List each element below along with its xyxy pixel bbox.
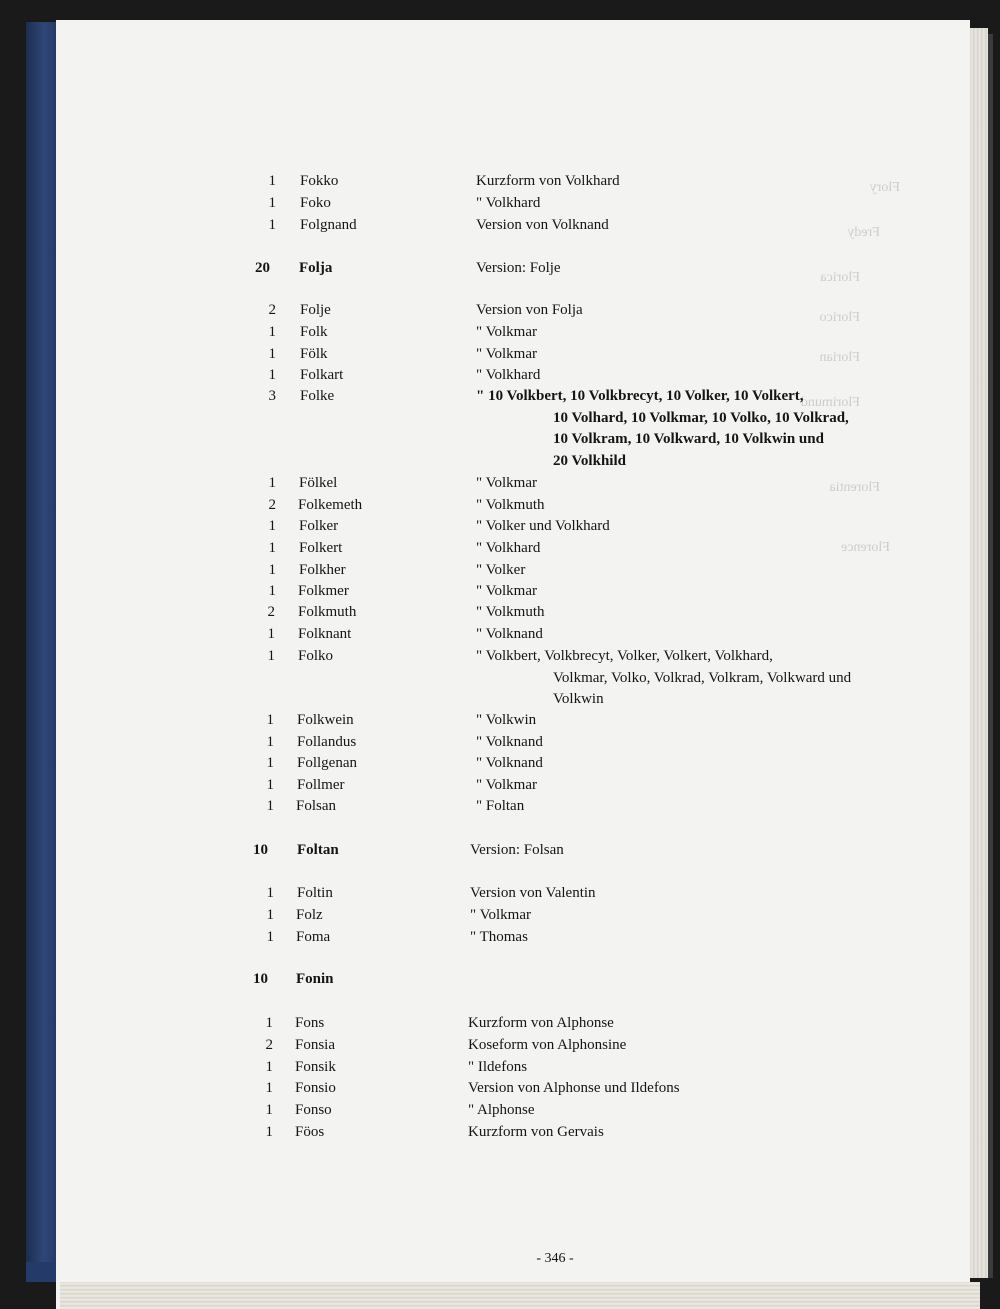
entry-count: 1 (266, 755, 274, 771)
entry-count: 1 (268, 583, 276, 599)
entry-count: 1 (266, 777, 274, 793)
bleed-through-word: Fredy (847, 225, 880, 240)
entry-description: " Volker und Volkhard (476, 518, 610, 534)
entry-count: 1 (268, 346, 276, 362)
entry-description: " Volknand (476, 626, 543, 642)
entry-name: Folknant (298, 626, 352, 642)
entry-name: Föos (295, 1124, 325, 1140)
entry-description: " Volkhard (476, 195, 541, 211)
entry-count: 1 (268, 173, 276, 189)
entry-description: Version von Volknand (476, 217, 609, 233)
entry-count: 1 (266, 734, 274, 750)
entry-name: Folkher (299, 562, 346, 578)
entry-count: 10 (253, 971, 268, 987)
entry-description: Version von Alphonse und Ildefons (468, 1080, 680, 1096)
entry-name: Folja (299, 260, 333, 276)
entry-name: Folke (300, 388, 335, 404)
entry-description: " Volkmar (470, 907, 531, 923)
entry-description: " Alphonse (468, 1102, 535, 1118)
entry-name: Folk (300, 324, 328, 340)
entry-description: " Volkmuth (476, 497, 545, 513)
entry-count: 1 (265, 1059, 273, 1075)
entry-description: Version von Valentin (470, 885, 596, 901)
bleed-through-word: Florian (819, 350, 860, 365)
entry-name: Follgenan (297, 755, 357, 771)
entry-description: Koseform von Alphonsine (468, 1037, 627, 1053)
entry-count: 1 (268, 475, 276, 491)
entry-name: Fonsia (295, 1037, 336, 1053)
entry-name: Folkwein (297, 712, 354, 728)
entry-description: " Volkmar (476, 583, 537, 599)
entry-description: Version von Folja (476, 302, 583, 318)
entry-description: " Volkmar (476, 346, 537, 362)
entry-name: Folko (298, 648, 334, 664)
entry-description: " Thomas (470, 929, 528, 945)
book-cover-spine (26, 22, 56, 1262)
entry-description: " Volkhard (476, 540, 541, 556)
entry-count: 1 (268, 518, 276, 534)
entry-description: " Volkmar (476, 777, 537, 793)
entry-name: Fonso (295, 1102, 332, 1118)
entry-description: 10 Volhard, 10 Volkmar, 10 Volko, 10 Volkrad, (553, 409, 849, 426)
bleed-through-word: Florentia (829, 480, 880, 495)
entry-count: 1 (265, 1080, 273, 1096)
entry-name: Foko (300, 195, 331, 211)
entry-name: Follandus (297, 734, 357, 750)
entry-name: Follmer (297, 777, 345, 793)
entry-description: Version: Folsan (470, 842, 564, 858)
entry-count: 1 (267, 648, 275, 664)
entry-description: Volkmar, Volko, Volkrad, Volkram, Volkward und (553, 669, 852, 686)
entry-count: 1 (268, 562, 276, 578)
entry-description: " Foltan (476, 798, 525, 814)
entry-description: " 10 Volkbert, 10 Volkbrecyt, 10 Volker, 10 Volkert, (476, 388, 804, 404)
entry-description: Kurzform von Gervais (468, 1124, 604, 1140)
page-stack-shadow (988, 34, 993, 1278)
entry-count: 1 (268, 367, 276, 383)
entry-count: 1 (265, 1124, 273, 1140)
entry-description: " Volknand (476, 755, 543, 771)
entry-description: " Ildefons (468, 1059, 528, 1075)
entry-name: Folkmuth (298, 604, 357, 620)
entry-count: 1 (266, 907, 274, 923)
entry-name: Fokko (300, 173, 339, 189)
entry-count: 1 (267, 626, 275, 642)
entry-description: " Volkmuth (476, 604, 545, 620)
entry-name: Fons (295, 1015, 325, 1031)
entry-description: " Volkbert, Volkbrecyt, Volker, Volkert, Volkhard, (476, 648, 773, 664)
entry-count: 2 (265, 1037, 273, 1053)
entry-count: 2 (268, 302, 276, 318)
entry-count: 2 (267, 604, 275, 620)
entry-name: Foltin (297, 885, 333, 901)
entry-description: Kurzform von Volkhard (476, 173, 620, 189)
entry-name: Folgnand (300, 217, 357, 233)
entry-description: 10 Volkram, 10 Volkward, 10 Volkwin und (553, 431, 824, 447)
entry-count: 20 (255, 260, 270, 276)
bleed-through-word: Florica (820, 270, 860, 285)
entry-count: 1 (268, 540, 276, 556)
entry-description: " Volkmar (476, 475, 537, 491)
page-stack-bottom (60, 1282, 980, 1309)
entry-description: Version: Folje (476, 260, 561, 276)
entry-name: Fonin (296, 971, 334, 987)
entry-name: Fölk (300, 346, 328, 362)
entry-count: 1 (266, 798, 274, 814)
entry-description: Volkwin (553, 691, 604, 707)
entry-count: 1 (266, 712, 274, 728)
entry-description: " Volker (476, 562, 526, 578)
entry-name: Folkmer (298, 583, 349, 599)
entry-count: 1 (266, 929, 274, 945)
entry-count: 2 (268, 497, 276, 513)
entry-count: 1 (265, 1102, 273, 1118)
entry-description: " Volkmar (476, 324, 537, 340)
bleed-through-word: Florence (841, 540, 890, 555)
bleed-through-word: Florimund (800, 395, 860, 410)
entry-name: Foltan (297, 842, 339, 858)
entry-name: Fonsik (295, 1059, 336, 1075)
entry-name: Folsan (296, 798, 337, 814)
entry-count: 10 (253, 842, 268, 858)
entry-name: Folker (299, 518, 339, 534)
entry-name: Folkert (299, 540, 343, 556)
entry-name: Folkart (300, 367, 344, 383)
entry-name: Folje (300, 302, 331, 318)
entry-count: 1 (268, 324, 276, 340)
bleed-through-word: Flory (869, 180, 900, 195)
entry-count: 1 (268, 195, 276, 211)
page-number: - 346 - (536, 1251, 574, 1266)
entry-description: " Volknand (476, 734, 543, 750)
bleed-through-word: Florico (819, 310, 860, 325)
entry-name: Fölkel (299, 475, 338, 491)
entry-description: 20 Volkhild (553, 452, 626, 469)
entry-name: Folkemeth (298, 497, 363, 513)
entry-name: Fonsio (295, 1080, 336, 1096)
entry-count: 1 (265, 1015, 273, 1031)
entry-count: 1 (266, 885, 274, 901)
entry-description: Kurzform von Alphonse (468, 1015, 614, 1031)
entry-name: Folz (296, 907, 323, 923)
entry-description: " Volkhard (476, 367, 541, 383)
entry-description: " Volkwin (476, 712, 537, 728)
entry-count: 1 (268, 217, 276, 233)
entry-name: Foma (296, 929, 331, 945)
entry-count: 3 (268, 388, 276, 404)
